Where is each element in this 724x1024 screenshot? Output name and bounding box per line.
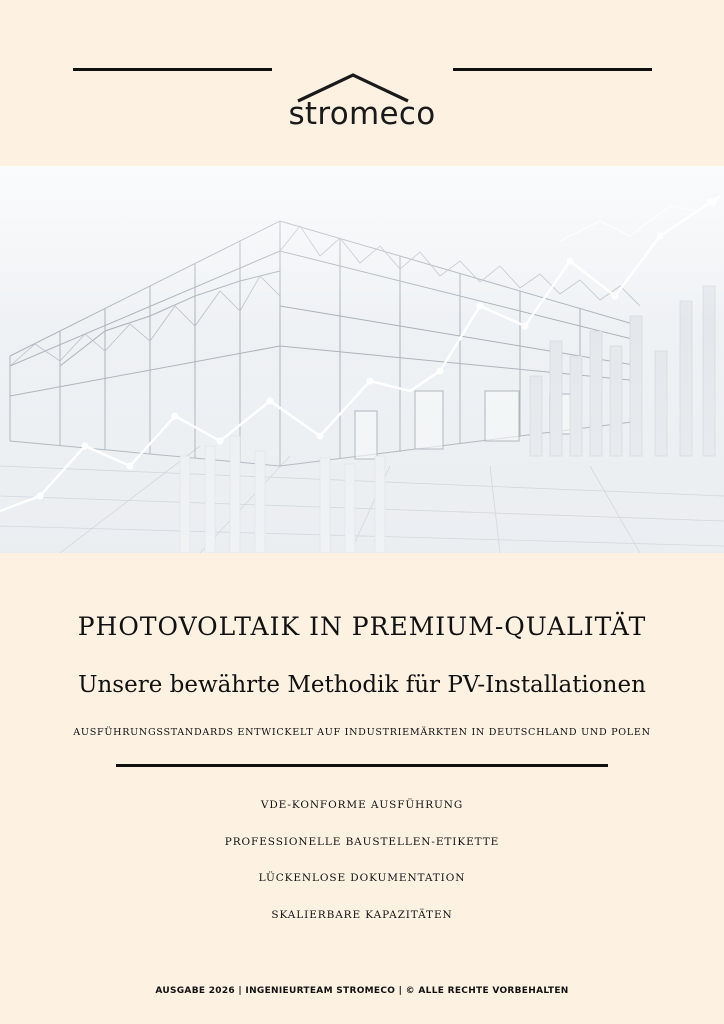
feature-item-etikette: PROFESSIONELLE BAUSTELLEN-ETIKETTE <box>224 835 500 848</box>
subtitle: Unsere bewährte Methodik für PV-Installationen <box>78 672 646 698</box>
footer-note: AUSGABE 2026 | INGENIEURTEAM STROMECO | © ALLE RECHTE VORBEHALTEN <box>155 986 569 996</box>
tagline: AUSFÜHRUNGSSTANDARDS ENTWICKELT AUF INDUSTRIEMÄRKTEN IN DEUTSCHLAND UND POLEN <box>73 727 651 738</box>
hero-image-warehouse-sketch <box>0 166 724 553</box>
top-left-rule <box>73 68 272 71</box>
warehouse-wireframe-illustration <box>0 166 724 553</box>
feature-item-vde: VDE-KONFORME AUSFÜHRUNG <box>260 799 464 811</box>
brand-logo-text: stromeco <box>288 96 436 132</box>
page-title: PHOTOVOLTAIK IN PREMIUM-QUALITÄT <box>77 612 647 641</box>
feature-item-kapazitaeten: SKALIERBARE KAPAZITÄTEN <box>271 908 453 921</box>
feature-item-dokumentation: LÜCKENLOSE DOKUMENTATION <box>258 872 466 884</box>
top-right-rule <box>453 68 652 71</box>
section-divider <box>116 764 608 767</box>
feature-list <box>0 795 724 941</box>
